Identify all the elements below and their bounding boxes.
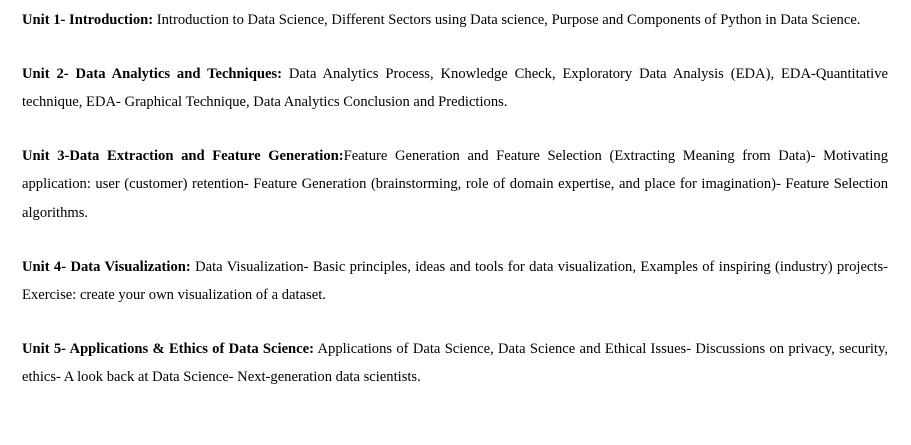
unit-1-title: Unit 1- Introduction: [22,12,154,28]
unit-3-paragraph [22,142,888,228]
unit-1-paragraph [22,6,888,35]
unit-4-title: Unit 4- Data Visualization: [22,258,191,275]
unit-4-text: Data Visualization- Basic principles, ideas and tools for data visualization, Examples of inspiring (industry) projects- Exercise: create your own visualization of a dataset. [22,258,888,304]
unit-5-text: Applications of Data Science, Data Science and Ethical Issues- Discussions on privacy, security, ethics- A look back at Data Science- Next-generation data scientists. [22,340,888,386]
unit-4-paragraph [22,253,888,310]
unit-2-paragraph [22,60,888,117]
unit-5-paragraph [22,335,888,392]
unit-2-title: Unit 2- Data Analytics and Techniques: [22,65,282,82]
unit-1-text: Introduction to Data Science, Different Sectors using Data science, Purpose and Components of Python in Data Science. [153,12,861,28]
unit-3-title: Unit 3-Data Extraction and Feature Generation: [22,147,344,164]
syllabus-document [22,6,888,417]
unit-5-title: Unit 5- Applications & Ethics of Data Science: [22,340,314,357]
unit-3-text: Feature Generation and Feature Selection (Extracting Meaning from Data)- Motivating application: user (customer) retention- Feature Generation (brainstorming, role of domain expertise, and place for imagination)- Feature Selection algorithms. [22,147,888,221]
unit-2-text: Data Analytics Process, Knowledge Check, Exploratory Data Analysis (EDA), EDA-Quantitative technique, EDA- Graphical Technique, Data Analytics Conclusion and Predictions. [22,65,888,111]
